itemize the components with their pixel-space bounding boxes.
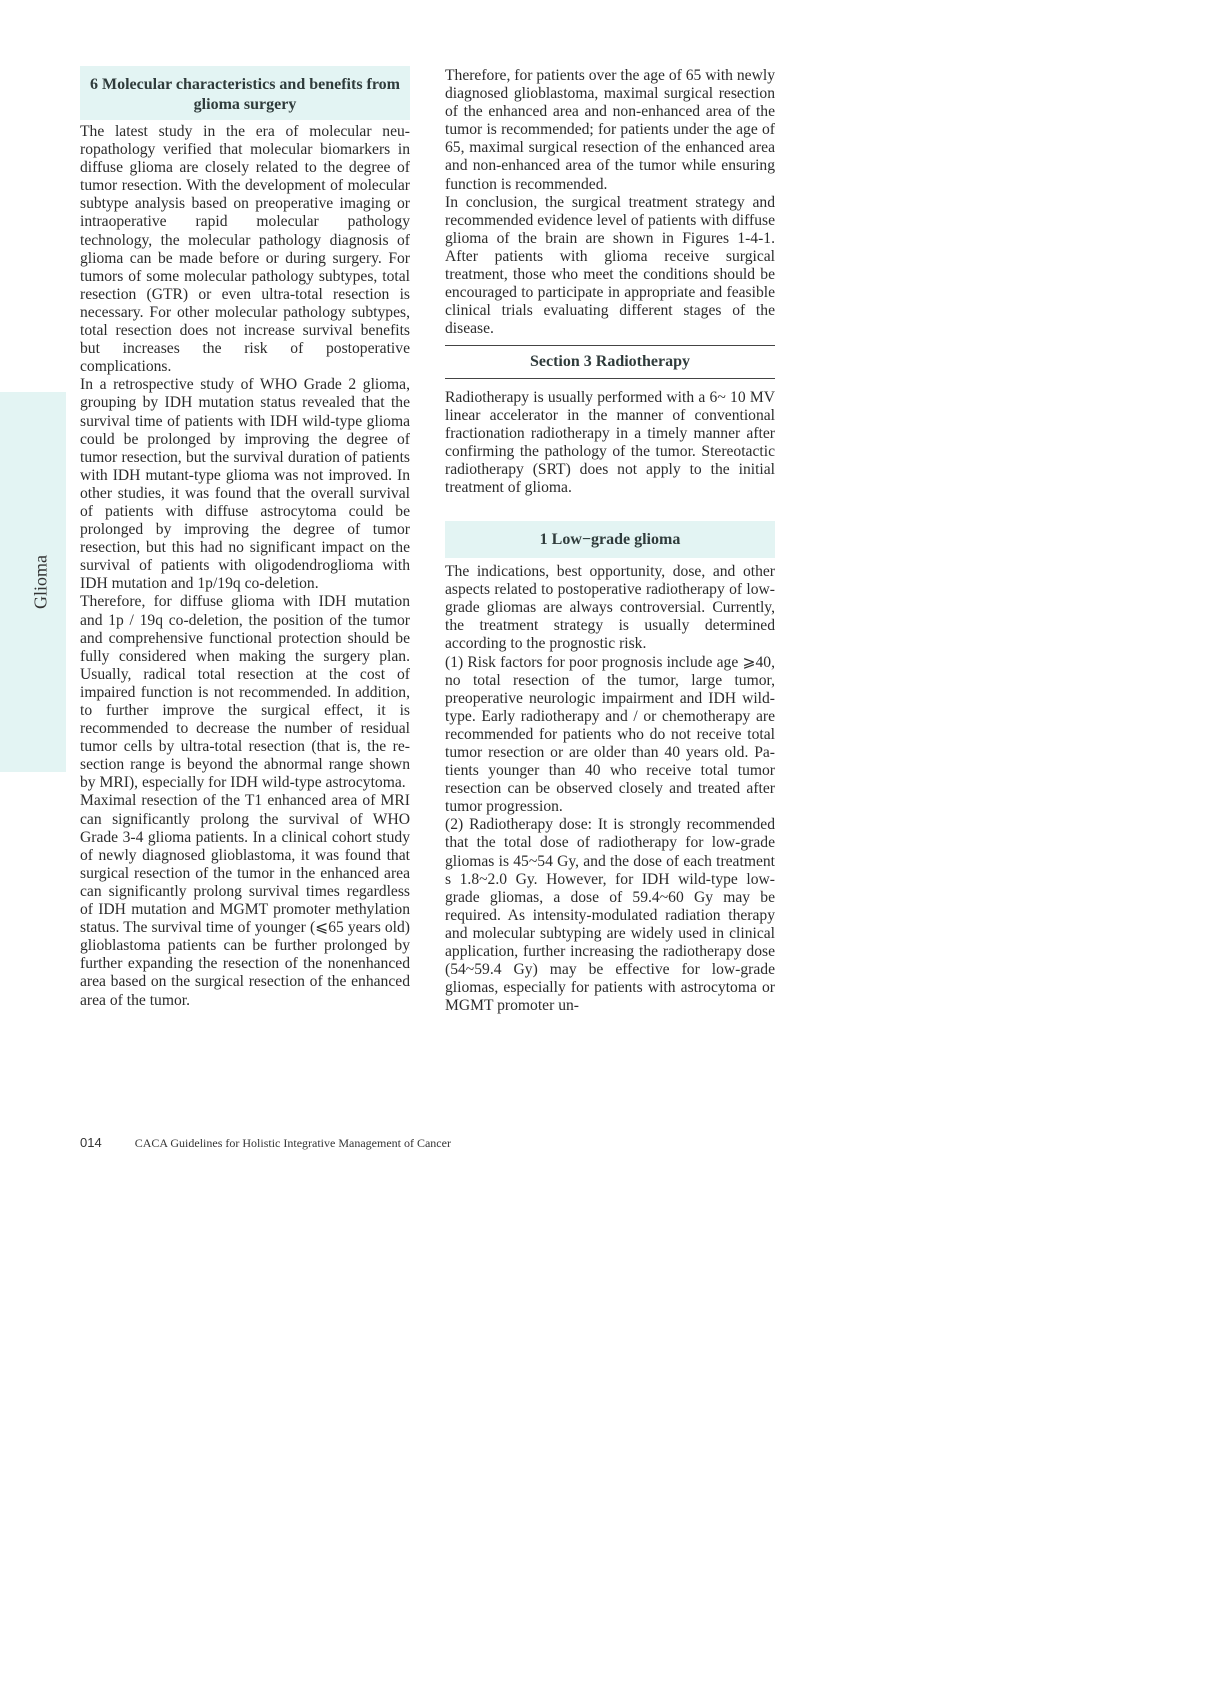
body-paragraph: Radiotherapy is usually performed with a 6~ 10 MV linear accelerator in the manner of conventional fractionation radiotherapy in a timely manner after confirming the pathology of the tumor. Stereotactic radiotherapy (SRT) does not apply to the initial treatment of glioma. (445, 388, 775, 496)
body-paragraph: In conclusion, the surgical treatment strategy and recommended evidence level of patients with diffuse glioma of the brain are shown in Figures 1-4-1. After patients with glioma receive surgical treatment, those who meet the conditions should be encouraged to participate in appropriate and feasible clinical trials evaluating different stages of the disease. (445, 193, 775, 338)
page-footer (80, 1135, 451, 1151)
body-paragraph: Therefore, for patients over the age of 65 with newly diagnosed glioblastoma, maximal surgical resection of the enhanced area and non-enhanced area of the tumor is recommended; for patients under the age of 65, maximal surgical resection of the enhanced area and non-enhanced area of the tumor while ensuring function is recommended. (445, 67, 775, 193)
body-paragraph: The latest study in the era of molecular neuropathology verified that molecular biomarkers in diffuse glioma are closely related to the degree of tumor resection. With the development of molecular subtype analysis based on preoperative imaging or intraoperative rapid molecular pathology technology, the molecular pathology diagnosis of glioma can be made before or during surgery. For tumors of some molecular pathology subtypes, total resection (GTR) or even ultra-total resection is necessary. For other molecular pathology subtypes, total resection does not increase survival benefits but increases the risk of postoperative complications. (80, 123, 410, 376)
body-paragraph: (1) Risk factors for poor prognosis include age ⩾40, no total resection of the tumor, large tumor, preoperative neurologic impairment and IDH wild-type. Early radiotherapy and / or chemotherapy are recommended for patients who do not receive total tumor resection or are older than 40 years old. Patients younger than 40 who receive total tumor resection can be observed closely and treated after tumor progression. (445, 653, 775, 816)
section-heading-molecular: 6 Molecular characteristics and benefits from glioma surgery (80, 66, 410, 120)
body-paragraph: Therefore, for diffuse glioma with IDH mutation and 1p / 19q co-deletion, the position of the tumor and comprehensive functional protection should be fully considered when making the surgery plan. Usually, radical total resection at the cost of impaired function is not recommended. In addition, to further improve the surgical effect, it is recommended to decrease the number of residual tumor cells by ultra-total resection (that is, the resection range is beyond the abnormal range shown by MRI), especially for IDH wild-type astrocytoma. (80, 593, 410, 792)
subheading-low-grade-glioma: 1 Low−grade glioma (445, 521, 775, 558)
section-title-radiotherapy: Section 3 Radiotherapy (445, 345, 775, 378)
body-paragraph: The indications, best opportunity, dose, and other aspects related to postoperative radiotherapy of low-grade gliomas are always controversial. Currently, the treatment strategy is usually determined according to the prognostic risk. (445, 563, 775, 653)
side-tab-label: Glioma (30, 555, 51, 609)
body-paragraph: Maximal resection of the T1 enhanced area of MRI can significantly prolong the survival of WHO Grade 3-4 glioma patients. In a clinical cohort study of newly diagnosed glioblastoma, it was found that surgical resection of the tumor in the enhanced area can significantly prolong survival times regardless of IDH mutation and MGMT promoter methylation status. The survival time of younger (⩽65 years old) glioblastoma patients can be further prolonged by further expanding the resection of the nonenhanced area based on the surgical resection of the enhanced area of the tumor. (80, 792, 410, 1009)
left-column (80, 66, 410, 1010)
body-paragraph: In a retrospective study of WHO Grade 2 glioma, grouping by IDH mutation status revealed that the survival time of patients with IDH wild-type glioma could be prolonged by improving the degree of tumor resection, but the survival duration of patients with IDH mutant-type glioma was not improved. In other studies, it was found that the overall survival of patients with diffuse astrocytoma could be prolonged by improving the degree of tumor resection, but this had no significant impact on the survival of patients with oligodendroglioma with IDH mutation and 1p/19q co-deletion. (80, 376, 410, 593)
page-number: 014 (80, 1135, 102, 1150)
right-column (445, 67, 775, 1015)
body-paragraph: (2) Radiotherapy dose: It is strongly recommended that the total dose of radiotherapy for low-grade gliomas is 45~54 Gy, and the dose of each treatment s 1.8~2.0 Gy. However, for IDH wild-type low-grade gliomas, a dose of 59.4~60 Gy may be required. As intensity-modulated radiation therapy and molecular subtyping are widely used in clinical application, further increasing the radiotherapy dose (54~59.4 Gy) may be effective for low-grade gliomas, especially for patients with astrocytoma or MGMT promoter un- (445, 816, 775, 1015)
running-title: CACA Guidelines for Holistic Integrative Management of Cancer (134, 1136, 451, 1150)
